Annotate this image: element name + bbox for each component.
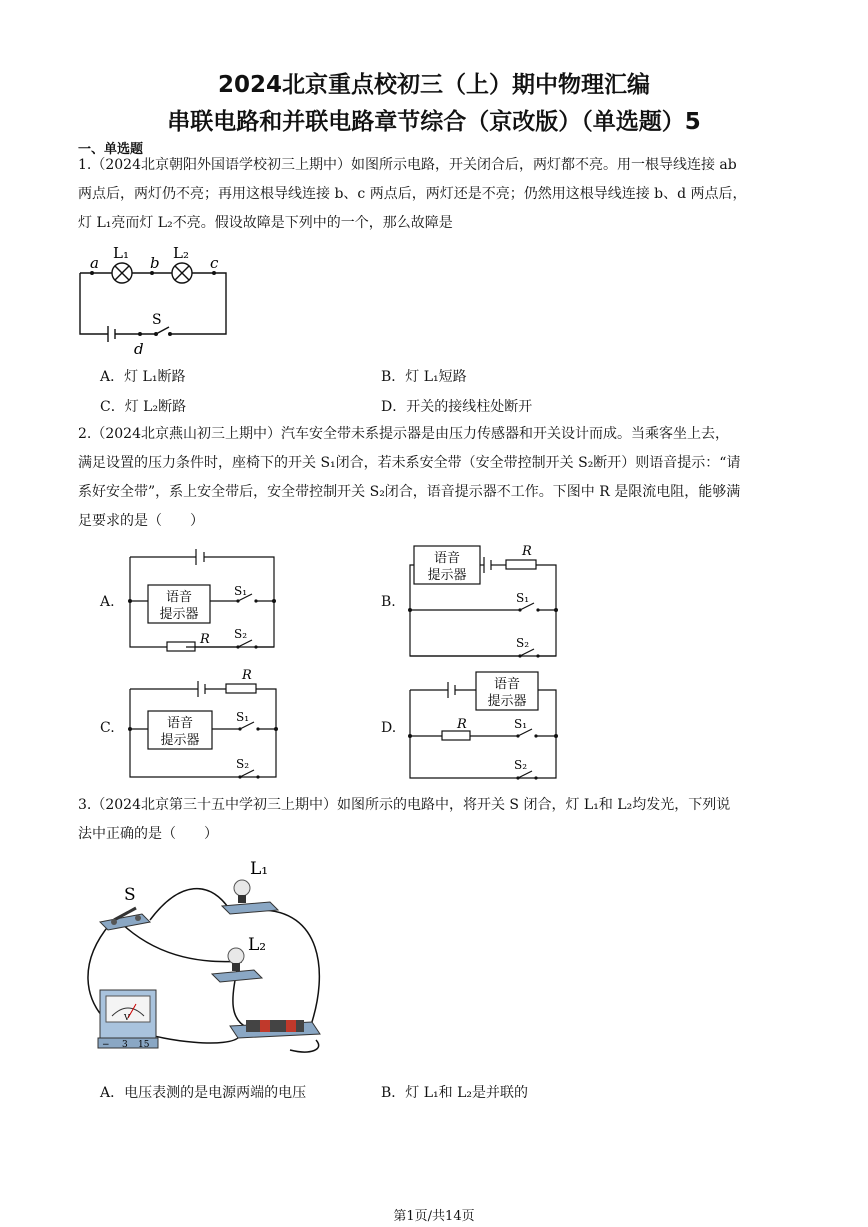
q2a-s2-label: S₂ [234, 627, 248, 641]
page-number: 第1页/共14页 [393, 1209, 475, 1224]
q1-lamp-L1-label: L₁ [113, 244, 129, 262]
meter-15-label: 15 [138, 1040, 150, 1050]
q3-option-a[interactable]: A．电压表测的是电源两端的电压 [100, 1085, 307, 1101]
q2b-voice-line1: 语音 [433, 551, 461, 566]
q3-switch-label: S [124, 885, 136, 905]
q1-point-a: a [90, 254, 99, 272]
q2-option-c-label[interactable]: C. [100, 720, 115, 736]
q3-circuit-photo [80, 850, 330, 1058]
q2-line3: 系好安全带”，系上安全带后，安全带控制开关 S₂闭合，语音提示器不工作。下图中 R 是限流电阻，能够满 [78, 484, 741, 500]
battery-icon [230, 1020, 320, 1038]
section-heading: 一、单选题 [78, 142, 144, 157]
q2b-r-label: R [522, 544, 532, 559]
lamp-L1-icon [222, 880, 278, 914]
q2-option-d-label[interactable]: D. [381, 720, 397, 736]
q1-option-c[interactable]: C．灯 L₂断路 [100, 399, 187, 415]
q2-line4: 足要求的是（ ） [78, 513, 204, 529]
q2b-voice-line2: 提示器 [427, 568, 467, 583]
q1-option-a[interactable]: A．灯 L₁断路 [100, 369, 186, 385]
q1-option-b[interactable]: B．灯 L₁短路 [381, 369, 467, 385]
q2d-voice-line2: 提示器 [487, 694, 527, 709]
q2-diagram-c[interactable] [124, 667, 284, 783]
q2c-voice-line1: 语音 [166, 716, 194, 731]
q2c-s1-label: S₁ [236, 710, 250, 724]
q2a-voice-line1: 语音 [165, 590, 193, 605]
q2d-s1-label: S₁ [514, 717, 528, 731]
meter-v-label: V [124, 1013, 130, 1022]
q2b-s2-label: S₂ [516, 636, 530, 650]
q3-lamp-L2-label: L₂ [248, 935, 267, 955]
q2d-s2-label: S₂ [514, 758, 528, 772]
q3-option-b[interactable]: B．灯 L₁和 L₂是并联的 [381, 1085, 529, 1101]
q2-diagram-b[interactable] [406, 540, 566, 660]
q2c-s2-label: S₂ [236, 757, 250, 771]
q1-circuit-diagram [72, 238, 242, 360]
q1-point-c: c [210, 254, 219, 272]
q1-line2: 两点后，两灯仍不亮；再用这根导线连接 b、c 两点后，两灯还是不亮；仍然用这根导线连接 b、d 两点后， [78, 186, 747, 202]
question-3-text [78, 791, 790, 849]
q3-line2: 法中正确的是（ ） [78, 826, 218, 842]
q2-option-a-label[interactable]: A. [100, 594, 115, 610]
meter-minus-label: − [102, 1040, 110, 1050]
page-title-line2: 串联电路和并联电路章节综合（京改版）（单选题）5 [167, 109, 701, 135]
q2d-voice-line1: 语音 [493, 677, 521, 692]
q1-option-d[interactable]: D．开关的接线柱处断开 [381, 399, 533, 415]
q3-line1: 3.（2024北京第三十五中学初三上期中）如图所示的电路中，将开关 S 闭合，灯 L₁和 L₂均发光，下列说 [78, 797, 731, 813]
q2c-voice-line2: 提示器 [160, 733, 200, 748]
q2a-r-label: R [200, 632, 210, 647]
q2b-s1-label: S₁ [516, 591, 530, 605]
q3-lamp-L1-label: L₁ [250, 859, 269, 879]
q1-line3: 灯 L₁亮而灯 L₂不亮。假设故障是下列中的一个，那么故障是 [78, 215, 453, 231]
q1-switch-label: S [152, 312, 162, 328]
q1-point-d: d [134, 340, 144, 358]
q2c-r-label: R [242, 668, 252, 683]
q1-point-b: b [150, 254, 160, 272]
q2d-r-label: R [457, 717, 467, 732]
q2-diagram-a[interactable] [124, 545, 284, 657]
q2a-s1-label: S₁ [234, 584, 248, 598]
q2-line2: 满足设置的压力条件时，座椅下的开关 S₁闭合，若未系安全带（安全带控制开关 S₂断开）则语音提示：“请 [78, 455, 741, 471]
q2-option-b-label[interactable]: B. [381, 594, 396, 610]
question-2-text [78, 420, 790, 536]
question-1-text [78, 151, 790, 238]
q1-line1: 1.（2024北京朝阳外国语学校初三上期中）如图所示电路，开关闭合后，两灯都不亮。用一根导线连接 ab [78, 157, 737, 173]
meter-3-label: 3 [122, 1040, 128, 1050]
q2a-voice-line2: 提示器 [159, 607, 199, 622]
q2-diagram-d[interactable] [406, 668, 566, 784]
q1-lamp-L2-label: L₂ [173, 244, 189, 262]
page-title-line1: 2024北京重点校初三（上）期中物理汇编 [217, 72, 650, 98]
switch-s-icon [100, 908, 150, 930]
q2-line1: 2.（2024北京燕山初三上期中）汽车安全带未系提示器是由压力传感器和开关设计而成。当乘客坐上去， [78, 426, 729, 442]
